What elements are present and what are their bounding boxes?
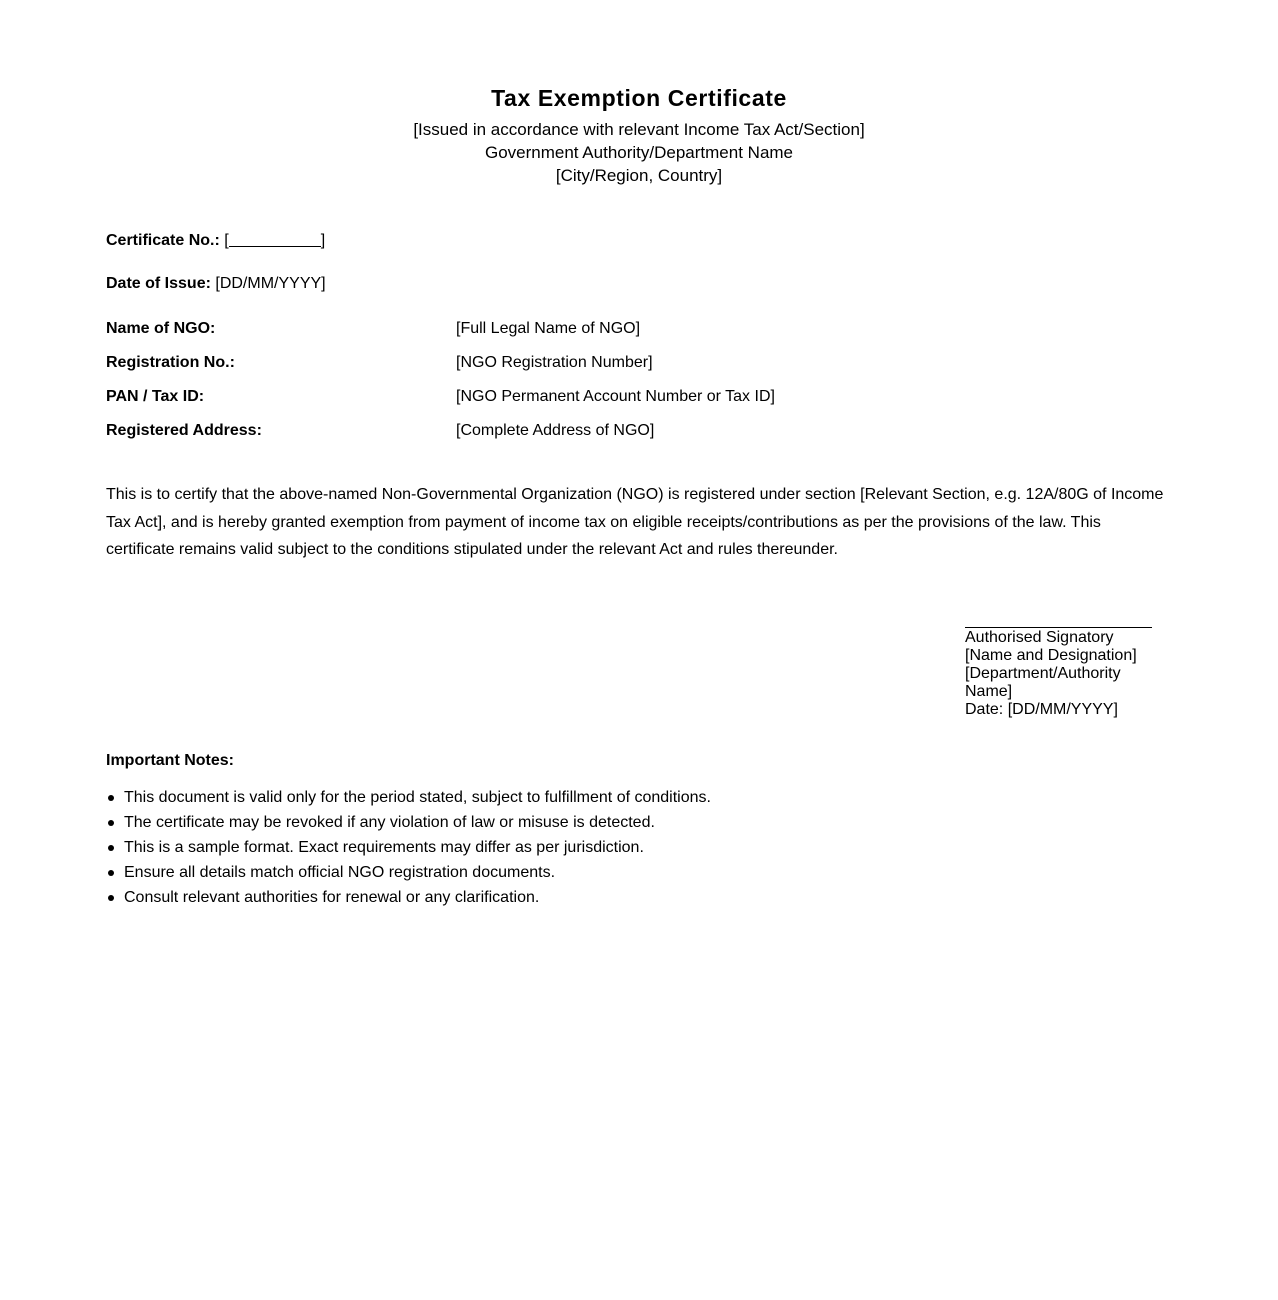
detail-row <box>106 421 1172 455</box>
signature-line <box>965 627 1152 628</box>
certificate-number-close: ] <box>320 232 326 249</box>
note-text: Consult relevant authorities for renewal or any clarification. <box>124 889 540 906</box>
list-item <box>106 860 711 885</box>
bullet-icon <box>108 845 114 851</box>
list-item <box>106 785 711 810</box>
detail-value: [NGO Registration Number] <box>456 354 653 371</box>
notes-heading: Important Notes: <box>106 752 234 769</box>
certificate-number-label: Certificate No.: <box>106 232 220 249</box>
certificate-number-blank <box>229 232 321 247</box>
certificate-header <box>106 84 1172 187</box>
detail-value: [Full Legal Name of NGO] <box>456 320 641 337</box>
bullet-icon <box>108 820 114 826</box>
bullet-icon <box>108 895 114 901</box>
signatory-department: [Department/Authority Name] <box>965 665 1121 700</box>
signatory-block <box>965 627 1172 719</box>
date-of-issue-value: [DD/MM/YYYY] <box>215 275 326 292</box>
signatory-name: [Name and Designation] <box>965 647 1137 664</box>
notes-list <box>106 785 711 910</box>
note-text: The certificate may be revoked if any violation of law or misuse is detected. <box>124 814 655 831</box>
detail-value: [NGO Permanent Account Number or Tax ID] <box>456 388 775 405</box>
date-of-issue <box>106 274 326 294</box>
certification-statement: This is to certify that the above-named Non-Governmental Organization (NGO) is registered under section [Relevant Section, e.g. 12A/80G of Income Tax Act], and is hereby granted exemption from payment of income tax on eligible receipts/contributions as per the provisions of the law. This certificate remains valid subject to the conditions stipulated under the relevant Act and rules thereunder. <box>106 486 1164 558</box>
certificate-number <box>106 231 325 251</box>
certificate-number-open: [ <box>224 232 229 249</box>
detail-label: Registration No.: <box>106 354 235 371</box>
list-item <box>106 835 711 860</box>
detail-label: Registered Address: <box>106 422 262 439</box>
detail-label: PAN / Tax ID: <box>106 388 205 405</box>
detail-row <box>106 387 1172 421</box>
note-text: This is a sample format. Exact requirements may differ as per jurisdiction. <box>124 839 644 856</box>
ngo-details <box>106 319 1172 455</box>
signatory-date: Date: [DD/MM/YYYY] <box>965 701 1118 718</box>
detail-row <box>106 319 1172 353</box>
bullet-icon <box>108 870 114 876</box>
list-item <box>106 810 711 835</box>
date-of-issue-label: Date of Issue: <box>106 275 211 292</box>
detail-label: Name of NGO: <box>106 320 216 337</box>
list-item <box>106 885 711 910</box>
detail-value: [Complete Address of NGO] <box>456 422 655 439</box>
location: [City/Region, Country] <box>555 166 723 185</box>
authority-name: Government Authority/Department Name <box>484 143 794 162</box>
note-text: Ensure all details match official NGO registration documents. <box>124 864 556 881</box>
bullet-icon <box>108 795 114 801</box>
subtitle: [Issued in accordance with relevant Income Tax Act/Section] <box>413 120 865 139</box>
note-text: This document is valid only for the period stated, subject to fulfillment of conditions. <box>124 789 711 806</box>
certificate-page <box>106 0 1172 1300</box>
page-title: Tax Exemption Certificate <box>491 85 787 111</box>
signatory-title: Authorised Signatory <box>965 629 1114 646</box>
detail-row <box>106 353 1172 387</box>
